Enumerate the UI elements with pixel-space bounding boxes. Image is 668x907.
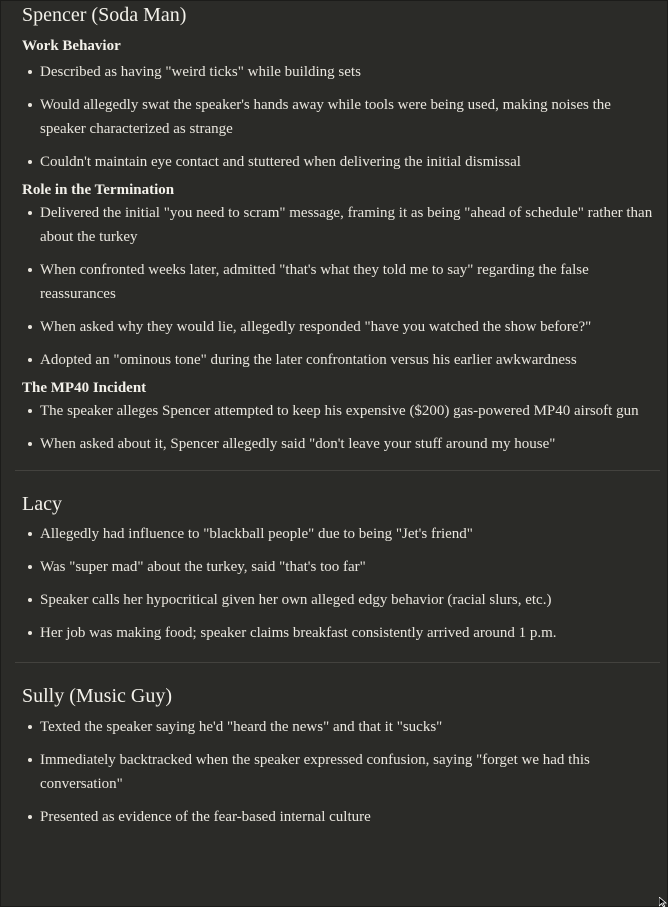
list-item: Would allegedly swat the speaker's hands away while tools were being used, making noises the speaker characterized as strange <box>15 93 660 141</box>
list-work-behavior <box>15 60 660 174</box>
list-item: Presented as evidence of the fear-based internal culture <box>15 805 660 829</box>
list-item: When asked about it, Spencer allegedly said "don't leave your stuff around my house" <box>15 432 660 456</box>
list-mp40-incident <box>15 399 660 456</box>
section-divider <box>15 470 660 471</box>
list-item: Couldn't maintain eye contact and stuttered when delivering the initial dismissal <box>15 150 660 174</box>
section-spencer <box>15 1 660 456</box>
section-divider <box>15 662 660 663</box>
list-item: Described as having "weird ticks" while building sets <box>15 60 660 84</box>
list-item: Delivered the initial "you need to scram" message, framing it as being "ahead of schedule" rather than about the turkey <box>15 201 660 249</box>
list-item: Speaker calls her hypocritical given her own alleged edgy behavior (racial slurs, etc.) <box>15 588 660 612</box>
list-sully <box>15 715 660 829</box>
subheading-mp40-incident: The MP40 Incident <box>22 380 147 396</box>
list-lacy <box>15 522 660 645</box>
list-item: When asked why they would lie, allegedly responded "have you watched the show before?" <box>15 315 660 339</box>
list-item: Her job was making food; speaker claims breakfast consistently arrived around 1 p.m. <box>15 621 660 645</box>
list-item: Allegedly had influence to "blackball people" due to being "Jet's friend" <box>15 522 660 546</box>
list-item: The speaker alleges Spencer attempted to keep his expensive ($200) gas-powered MP40 airsoft gun <box>15 399 660 423</box>
section-title-spencer: Spencer (Soda Man) <box>22 4 187 26</box>
list-item: Immediately backtracked when the speaker expressed confusion, saying "forget we had this conversation" <box>15 748 660 796</box>
section-title-sully: Sully (Music Guy) <box>22 685 172 707</box>
document-content <box>15 0 660 829</box>
subheading-role-in-termination: Role in the Termination <box>22 182 175 198</box>
mouse-cursor-icon <box>659 897 667 907</box>
list-item: When confronted weeks later, admitted "that's what they told me to say" regarding the false reassurances <box>15 258 660 306</box>
subheading-work-behavior: Work Behavior <box>22 38 121 54</box>
section-title-lacy: Lacy <box>22 493 62 515</box>
list-role-in-termination <box>15 201 660 372</box>
section-lacy <box>15 490 660 645</box>
list-item: Adopted an "ominous tone" during the later confrontation versus his earlier awkwardness <box>15 348 660 372</box>
section-sully <box>15 682 660 829</box>
list-item: Texted the speaker saying he'd "heard the news" and that it "sucks" <box>15 715 660 739</box>
list-item: Was "super mad" about the turkey, said "that's too far" <box>15 555 660 579</box>
